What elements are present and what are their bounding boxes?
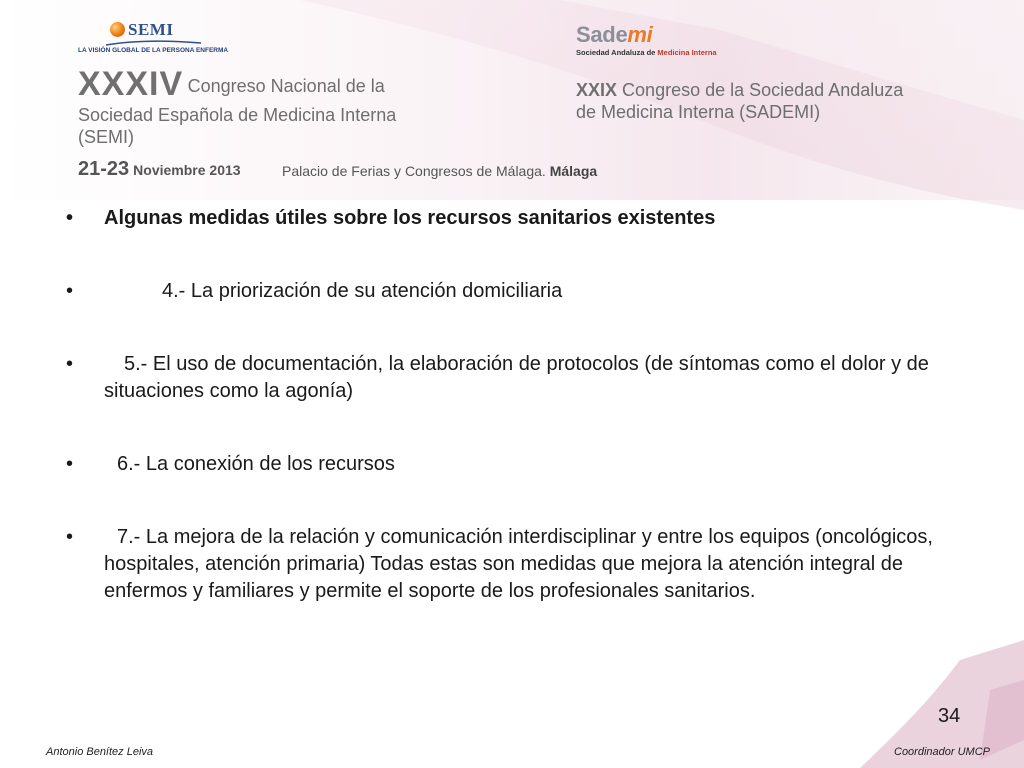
semi-title-text1: Congreso Nacional de la	[187, 76, 385, 96]
bullet-item	[62, 451, 962, 478]
event-month: Noviembre 2013	[133, 162, 241, 178]
sademi-word-main: Sade	[576, 22, 628, 47]
event-dates-venue	[78, 158, 598, 181]
bullet-text: 7.- La mejora de la relación y comunicación interdisciplinar y entre los equipos (oncológicos, hospitales, atención primaria) Todas estas son medidas que mejora la atención integral de enfermos y familiares y permite el soporte de los profesionales sanitarios.	[104, 526, 933, 602]
sademi-title-line2: de Medicina Interna (SADEMI)	[576, 102, 821, 122]
semi-ball-icon	[110, 22, 125, 37]
sademi-logo	[576, 22, 776, 58]
bullet-dot: •	[66, 280, 74, 302]
event-days: 21-23	[78, 158, 130, 180]
bullet-dot: •	[66, 453, 74, 475]
bullet-item	[62, 524, 962, 605]
semi-logo	[78, 20, 229, 58]
sademi-logo-word	[576, 22, 652, 48]
footer-author: Antonio Benítez Leiva	[46, 746, 154, 758]
sademi-title-line1	[576, 79, 996, 101]
semi-swoosh-icon	[106, 40, 201, 46]
event-venue-name: Palacio de Ferias y Congresos de Málaga.	[282, 163, 546, 179]
sademi-logo-subtitle	[576, 48, 717, 57]
sademi-title-text1: Congreso de la Sociedad Andaluza	[622, 80, 904, 100]
bullet-dot: •	[66, 207, 74, 229]
event-venue	[282, 163, 597, 179]
sademi-congress-title	[576, 79, 996, 123]
bullet-item	[62, 351, 962, 405]
bullet-dot: •	[66, 526, 74, 548]
sademi-word-accent: mi	[627, 22, 653, 47]
semi-logo-tagline: LA VISIÓN GLOBAL DE LA PERSONA ENFERMA	[78, 47, 229, 54]
page-number: 34	[938, 705, 961, 727]
slide-bullet-list	[62, 205, 962, 605]
semi-title-line2: Sociedad Española de Medicina Interna	[78, 105, 397, 125]
congress-number: XXXIV	[78, 65, 184, 103]
semi-congress-title	[78, 65, 558, 148]
semi-title-line3: (SEMI)	[78, 127, 134, 147]
bullet-text: 6.- La conexión de los recursos	[117, 453, 395, 475]
bullet-text: 4.- La priorización de su atención domiciliaria	[162, 280, 563, 302]
sademi-subtitle-highlight: Medicina Interna	[657, 48, 717, 57]
bullet-item	[62, 205, 962, 232]
event-city: Málaga	[549, 163, 598, 179]
semi-title-line1	[78, 65, 558, 104]
bullet-item	[62, 278, 962, 305]
semi-logo-word: SEMI	[128, 20, 174, 39]
bullet-text: 5.- El uso de documentación, la elaboración de protocolos (de síntomas como el dolor y de situaciones como la agonía)	[104, 353, 929, 402]
sademi-subtitle-pre: Sociedad Andaluza de	[576, 48, 658, 57]
footer-role: Coordinador UMCP	[894, 746, 990, 758]
bullet-text: Algunas medidas útiles sobre los recursos sanitarios existentes	[104, 207, 716, 229]
sademi-congress-number: XXIX	[576, 80, 618, 100]
bullet-dot: •	[66, 353, 74, 375]
